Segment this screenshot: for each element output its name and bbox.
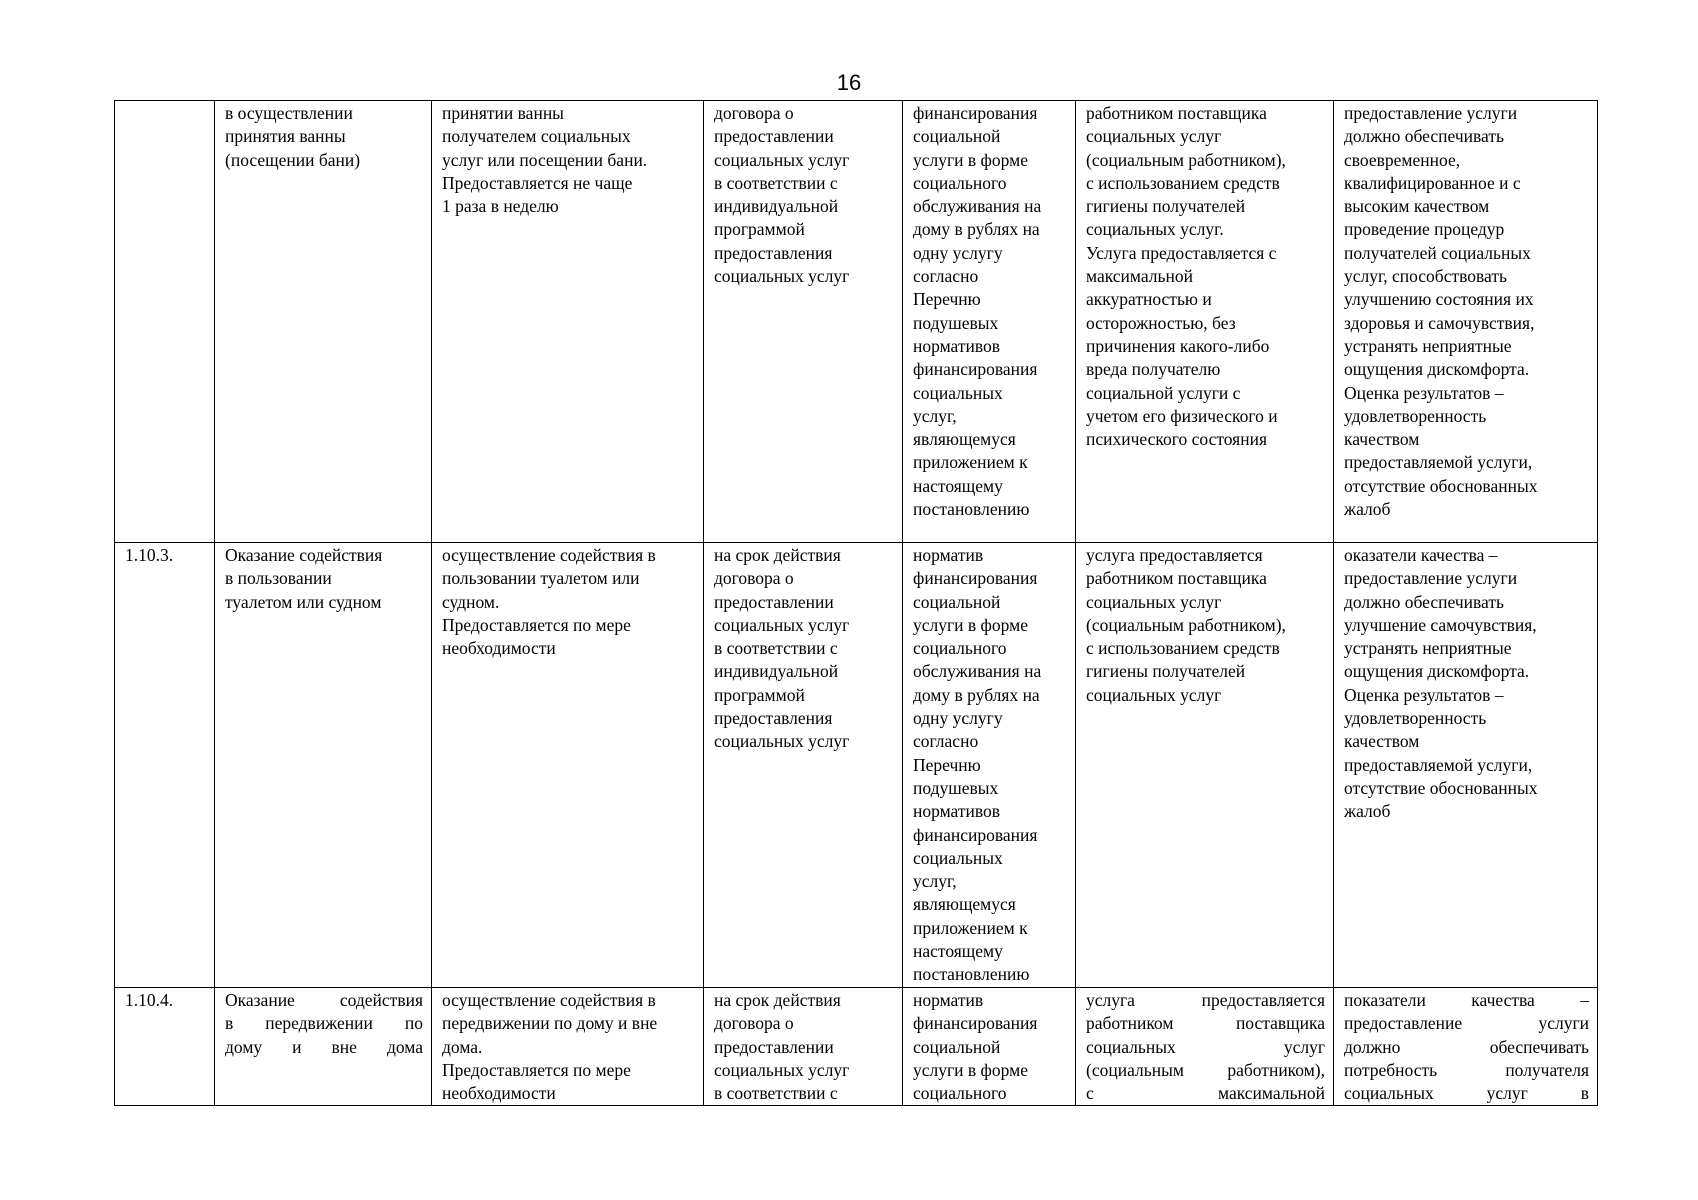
cell-text-line: получателей социальных [1344, 242, 1531, 263]
cell-text-line: услуга предоставляется [1086, 990, 1325, 1010]
cell-text-line: нормативов [913, 335, 1001, 356]
cell-text-line: социальной [913, 1036, 1001, 1057]
cell-text-line: дому и вне дома [225, 1036, 423, 1057]
service-name [225, 989, 423, 1059]
cell-text-line: индивидуальной [714, 196, 839, 217]
cell-text-line: программой [714, 219, 805, 240]
cell-text-line: услуг, [913, 405, 957, 426]
cell-text-line: социальных услуг [714, 731, 850, 752]
service-term-cell [704, 988, 903, 1106]
cell-text-line: туалетом или судном [225, 591, 382, 612]
cell-text-line: предоставление услуги [1344, 568, 1518, 589]
services-table [114, 100, 1598, 1106]
cell-text-line: (социальным работником), [1086, 614, 1286, 635]
service-quality-cell [1334, 101, 1598, 543]
cell-text-line: работником поставщика [1086, 103, 1267, 123]
cell-text-line: Предоставляется по мере [442, 614, 631, 635]
cell-text-line: услуги в форме [913, 1059, 1028, 1080]
cell-text-line: финансирования [913, 359, 1038, 380]
cell-text-line: услуги в форме [913, 149, 1028, 170]
cell-text-line: программой [714, 684, 805, 705]
cell-text-line: качеством [1344, 731, 1420, 752]
cell-text-line: согласно [913, 731, 979, 752]
service-description-cell [432, 988, 704, 1106]
service-term-cell [704, 543, 903, 988]
service-financing-cell [903, 988, 1076, 1106]
cell-text-line: социальных услуг [714, 266, 850, 287]
service-conditions [1086, 544, 1325, 707]
service-financing-cell [903, 101, 1076, 543]
service-description-cell [432, 543, 704, 988]
cell-text-line: в соответствии с [714, 638, 838, 659]
cell-text-line: жалоб [1344, 801, 1391, 822]
cell-text-line: ощущения дискомфорта. [1344, 359, 1530, 380]
cell-text-line: жалоб [1344, 499, 1391, 520]
cell-text-line: осуществление содействия в [442, 545, 656, 565]
cell-text-line: своевременное, [1344, 149, 1461, 170]
cell-text-line: финансирования [913, 1013, 1038, 1034]
cell-text-line: в осуществлении [225, 103, 353, 123]
cell-text-line: отсутствие обоснованных [1344, 475, 1538, 496]
cell-text-line: в соответствии с [714, 172, 838, 193]
cell-text-line: социального [913, 638, 1007, 659]
table-row [115, 543, 1598, 988]
service-term [714, 544, 894, 754]
cell-text-line: индивидуальной [714, 661, 839, 682]
cell-text-line: предоставление услуги [1344, 103, 1518, 123]
cell-text-line: предоставления [714, 242, 833, 263]
cell-text-line: социальных услуг в [1344, 1083, 1589, 1104]
service-quality [1344, 544, 1589, 824]
service-description [442, 544, 695, 660]
cell-text-line: социальных [913, 847, 1003, 868]
cell-text-line: (социальным работником), [1086, 1059, 1325, 1080]
table-row [115, 988, 1598, 1106]
cell-text-line: подушевых [913, 777, 999, 798]
cell-text-line: психического состояния [1086, 429, 1267, 450]
cell-text-line: социальной [913, 591, 1001, 612]
cell-text-line: обслуживания на [913, 661, 1042, 682]
cell-text-line: учетом его физического и [1086, 405, 1278, 426]
cell-text-line: принятия ванны [225, 126, 346, 147]
cell-text-line: устранять неприятные [1344, 638, 1512, 659]
cell-text-line: дому в рублях на [913, 219, 1040, 240]
service-conditions-cell [1076, 988, 1334, 1106]
cell-text-line: социальных услуг [714, 614, 850, 635]
cell-text-line: постановлению [913, 964, 1030, 985]
cell-text-line: показатели качества – [1344, 990, 1589, 1010]
service-quality [1344, 102, 1589, 521]
cell-text-line: Предоставляется по мере [442, 1059, 631, 1080]
service-name-cell [215, 101, 432, 543]
cell-text-line: Предоставляется не чаще [442, 172, 633, 193]
cell-text-line: норматив [913, 545, 984, 565]
cell-text-line: договора о [714, 1013, 794, 1034]
cell-text-line: передвижении по дому и вне [442, 1013, 658, 1034]
cell-text-line: улучшение самочувствия, [1344, 614, 1537, 635]
cell-text-line: услуг, способствовать [1344, 266, 1507, 287]
cell-text-line: обслуживания на [913, 196, 1042, 217]
cell-text-line: предоставлении [714, 1036, 834, 1057]
cell-text-line: (посещении бани) [225, 149, 361, 170]
cell-text-line: социальных услуг. [1086, 219, 1224, 240]
cell-text-line: являющемуся [913, 894, 1016, 915]
service-conditions [1086, 989, 1325, 1105]
cell-text-line: постановлению [913, 499, 1030, 520]
cell-text-line: работником поставщика [1086, 1013, 1325, 1034]
cell-text-line: социальной [913, 126, 1001, 147]
cell-text-line: 1 раза в неделю [442, 196, 559, 217]
service-financing [913, 102, 1067, 521]
cell-text-line: социальной услуги с [1086, 382, 1241, 403]
cell-text-line: судном. [442, 591, 500, 612]
row-number-cell [115, 101, 215, 543]
cell-text-line: работником поставщика [1086, 568, 1267, 589]
cell-text-line: предоставлении [714, 591, 834, 612]
cell-text-line: дома. [442, 1036, 483, 1057]
cell-text-line: максимальной [1086, 266, 1193, 287]
cell-text-line: квалифицированное и с [1344, 172, 1521, 193]
service-name-cell [215, 543, 432, 988]
cell-text-line: услуг, [913, 871, 957, 892]
cell-text-line: социальных [913, 382, 1003, 403]
cell-text-line: в пользовании [225, 568, 332, 589]
cell-text-line: на срок действия [714, 990, 841, 1010]
cell-text-line: услуги в форме [913, 614, 1028, 635]
cell-text-line: принятии ванны [442, 103, 564, 123]
cell-text-line: социального [913, 1083, 1007, 1104]
cell-text-line: в передвижении по [225, 1013, 423, 1034]
cell-text-line: социальных услуг [1086, 591, 1222, 612]
cell-text-line: ощущения дискомфорта. [1344, 661, 1530, 682]
service-conditions-cell [1076, 543, 1334, 988]
service-term [714, 989, 894, 1105]
cell-text-line: социальных услуг [1086, 126, 1222, 147]
cell-text-line: вреда получателю [1086, 359, 1221, 380]
table-row [115, 101, 1598, 543]
cell-text-line: (социальным работником), [1086, 149, 1286, 170]
service-financing [913, 989, 1067, 1105]
cell-text-line: необходимости [442, 1083, 556, 1104]
cell-text-line: осторожностью, без [1086, 312, 1236, 333]
cell-text-line: отсутствие обоснованных [1344, 777, 1538, 798]
row-number-cell [115, 988, 215, 1106]
cell-text-line: предоставление услуги [1344, 1013, 1589, 1034]
cell-text-line: социальных услуг [714, 1059, 850, 1080]
cell-text-line: норматив [913, 990, 984, 1010]
cell-text-line: с использованием средств [1086, 638, 1280, 659]
cell-text-line: аккуратностью и [1086, 289, 1212, 310]
cell-text-line: предоставления [714, 708, 833, 729]
cell-text-line: услуг или посещении бани. [442, 149, 648, 170]
cell-text-line: социальных услуг [1086, 1036, 1325, 1057]
cell-text-line: удовлетворенность [1344, 708, 1487, 729]
service-conditions-cell [1076, 101, 1334, 543]
cell-text-line: улучшению состояния их [1344, 289, 1534, 310]
cell-text-line: устранять неприятные [1344, 335, 1512, 356]
cell-text-line: гигиены получателей [1086, 196, 1246, 217]
cell-text-line: должно обеспечивать [1344, 126, 1504, 147]
cell-text-line: с использованием средств [1086, 172, 1280, 193]
cell-text-line: приложением к [913, 917, 1028, 938]
cell-text-line: согласно [913, 266, 979, 287]
cell-text-line: Оказание содействия [225, 545, 383, 565]
service-name [225, 544, 423, 614]
row-number: 1.10.4. [125, 990, 174, 1010]
service-financing-cell [903, 543, 1076, 988]
cell-text-line: услуга предоставляется [1086, 545, 1263, 565]
cell-text-line: Перечню [913, 754, 981, 775]
cell-text-line: предоставлении [714, 126, 834, 147]
service-description-cell [432, 101, 704, 543]
cell-text-line: должно обеспечивать [1344, 591, 1504, 612]
cell-text-line: с максимальной [1086, 1083, 1325, 1104]
cell-text-line: гигиены получателей [1086, 661, 1246, 682]
cell-text-line: Перечню [913, 289, 981, 310]
service-financing [913, 544, 1067, 987]
cell-text-line: удовлетворенность [1344, 405, 1487, 426]
row-number: 1.10.3. [125, 545, 174, 565]
cell-text-line: причинения какого-либо [1086, 335, 1270, 356]
cell-text-line: социальных услуг [1086, 684, 1222, 705]
cell-text-line: необходимости [442, 638, 556, 659]
service-name-cell [215, 988, 432, 1106]
service-quality-cell [1334, 543, 1598, 988]
cell-text-line: одну услугу [913, 242, 1003, 263]
cell-text-line: являющемуся [913, 429, 1016, 450]
cell-text-line: финансирования [913, 103, 1038, 123]
service-term [714, 102, 894, 288]
cell-text-line: Оценка результатов – [1344, 684, 1504, 705]
service-description [442, 989, 695, 1105]
cell-text-line: подушевых [913, 312, 999, 333]
cell-text-line: предоставляемой услуги, [1344, 452, 1533, 473]
service-name [225, 102, 423, 172]
cell-text-line: социального [913, 172, 1007, 193]
cell-text-line: настоящему [913, 475, 1003, 496]
cell-text-line: пользовании туалетом или [442, 568, 640, 589]
cell-text-line: настоящему [913, 941, 1003, 962]
cell-text-line: проведение процедур [1344, 219, 1505, 240]
service-term-cell [704, 101, 903, 543]
cell-text-line: качеством [1344, 429, 1420, 450]
cell-text-line: оказатели качества – [1344, 545, 1498, 565]
cell-text-line: договора о [714, 568, 794, 589]
service-quality-cell [1334, 988, 1598, 1106]
cell-text-line: приложением к [913, 452, 1028, 473]
cell-text-line: дому в рублях на [913, 684, 1040, 705]
cell-text-line: потребность получателя [1344, 1059, 1589, 1080]
cell-text-line: здоровья и самочувствия, [1344, 312, 1535, 333]
cell-text-line: предоставляемой услуги, [1344, 754, 1533, 775]
cell-text-line: финансирования [913, 568, 1038, 589]
cell-text-line: в соответствии с [714, 1083, 838, 1104]
cell-text-line: получателем социальных [442, 126, 631, 147]
cell-text-line: Оказание содействия [225, 990, 423, 1010]
cell-text-line: Оценка результатов – [1344, 382, 1504, 403]
cell-text-line: финансирования [913, 824, 1038, 845]
cell-text-line: должно обеспечивать [1344, 1036, 1589, 1057]
cell-text-line: договора о [714, 103, 794, 123]
cell-text-line: одну услугу [913, 708, 1003, 729]
service-description [442, 102, 695, 218]
row-number-cell [115, 543, 215, 988]
cell-text-line: нормативов [913, 801, 1001, 822]
service-quality [1344, 989, 1589, 1105]
cell-text-line: высоким качеством [1344, 196, 1490, 217]
cell-text-line: на срок действия [714, 545, 841, 565]
cell-text-line: социальных услуг [714, 149, 850, 170]
service-conditions [1086, 102, 1325, 451]
cell-text-line: осуществление содействия в [442, 990, 656, 1010]
page-number: 16 [836, 70, 862, 95]
cell-text-line: Услуга предоставляется с [1086, 242, 1277, 263]
